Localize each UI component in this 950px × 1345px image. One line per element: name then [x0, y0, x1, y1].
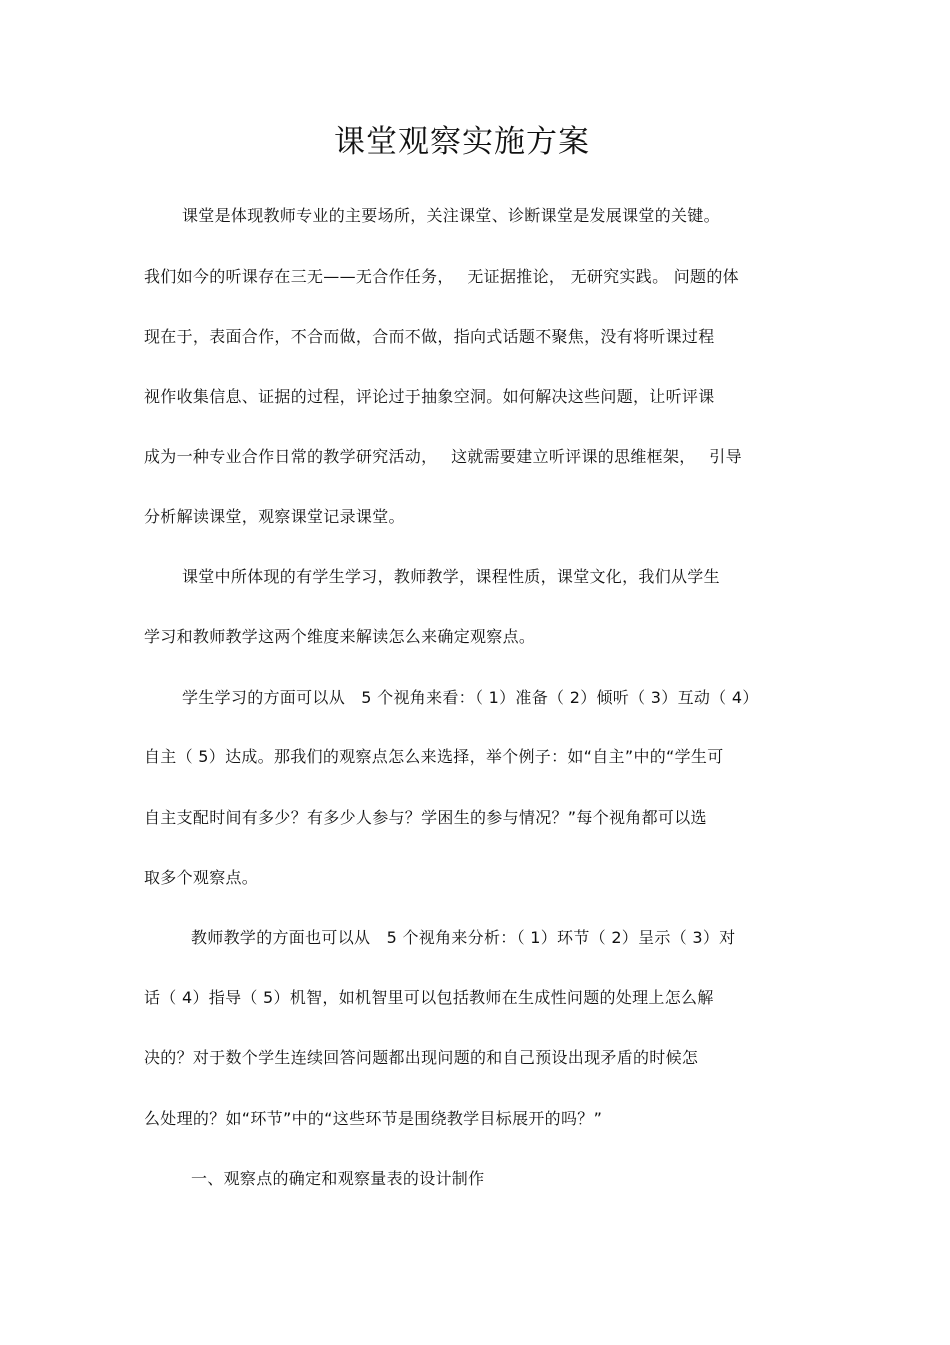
paragraph-3-line-4: 取多个观察点。: [144, 868, 259, 887]
paragraph-1-line-3: 现在于，表面合作，不合而做，合而不做，指向式话题不聚焦，没有将听课过程: [144, 327, 715, 346]
paragraph-2-line-2: 学习和教师教学这两个维度来解读怎么来确定观察点。: [144, 627, 536, 646]
paragraph-3-line-2: 自主（ 5）达成。那我们的观察点怎么来选择，举个例子：如“自主”中的“学生可: [144, 747, 724, 766]
paragraph-3-line-1: 学生学习的方面可以从 5 个视角来看：（ 1）准备（ 2）倾听（ 3）互动（ 4）: [182, 688, 759, 707]
section-heading: 一、观察点的确定和观察量表的设计制作: [191, 1169, 485, 1188]
paragraph-1-line-5: 成为一种专业合作日常的教学研究活动， 这就需要建立听评课的思维框架， 引导: [144, 447, 742, 466]
paragraph-4-line-2: 话（ 4）指导（ 5）机智，如机智里可以包括教师在生成性问题的处理上怎么解: [144, 988, 714, 1007]
paragraph-1-line-4: 视作收集信息、证据的过程，评论过于抽象空洞。如何解决这些问题，让听评课: [144, 387, 715, 406]
paragraph-1-line-6: 分析解读课堂，观察课堂记录课堂。: [144, 507, 405, 526]
paragraph-4-line-4: 么处理的？如“环节”中的“这些环节是围绕教学目标展开的吗？”: [144, 1109, 603, 1128]
paragraph-1-line-1: 课堂是体现教师专业的主要场所，关注课堂、诊断课堂是发展课堂的关键。: [182, 206, 720, 225]
document-title: 课堂观察实施方案: [334, 124, 590, 160]
paragraph-3-line-3: 自主支配时间有多少？有多少人参与？学困生的参与情况？”每个视角都可以选: [144, 808, 707, 827]
paragraph-4-line-1: 教师教学的方面也可以从 5 个视角来分析：（ 1）环节（ 2）呈示（ 3）对: [191, 928, 736, 947]
paragraph-4-line-3: 决的？对于数个学生连续回答问题都出现问题的和自己预设出现矛盾的时候怎: [144, 1048, 699, 1067]
paragraph-1-line-2: 我们如今的听课存在三无——无合作任务， 无证据推论， 无研究实践。 问题的体: [144, 267, 739, 286]
paragraph-2-line-1: 课堂中所体现的有学生学习，教师教学，课程性质，课堂文化，我们从学生: [182, 567, 720, 586]
